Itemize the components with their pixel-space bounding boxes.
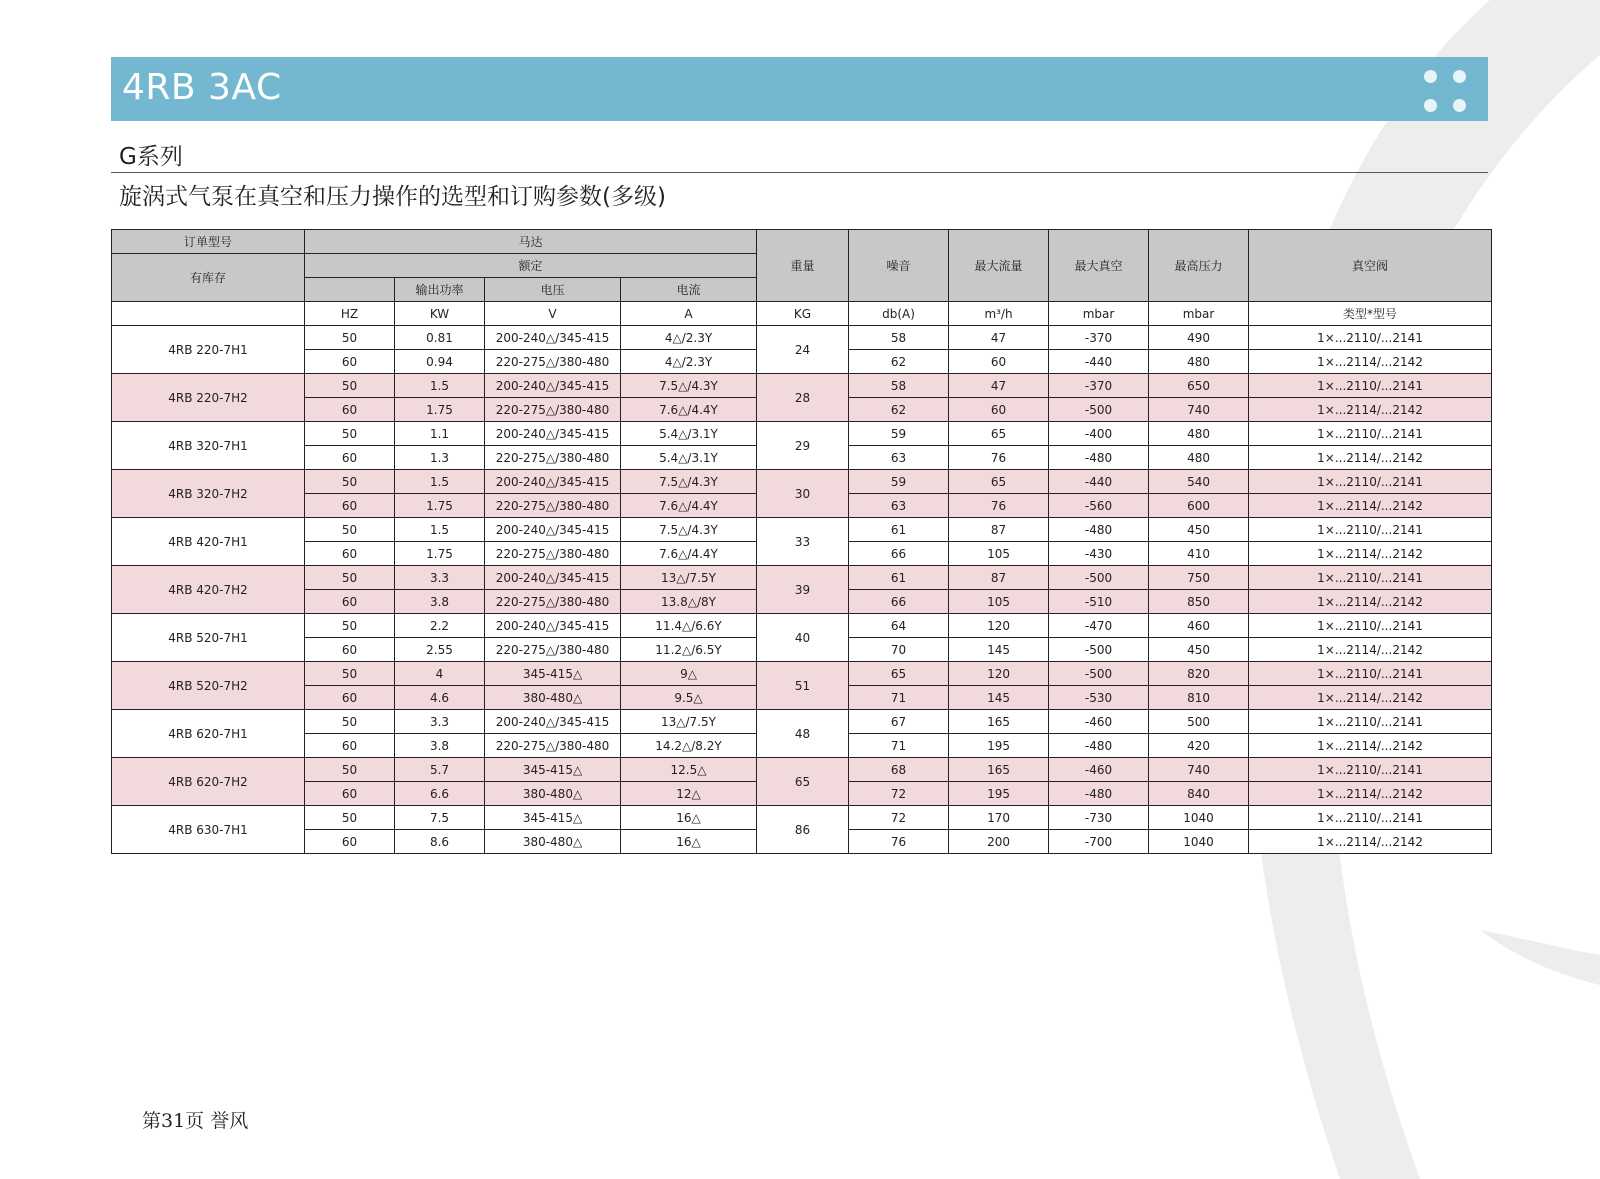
cell-a: 16△ (621, 806, 757, 830)
cell-db: 62 (849, 350, 949, 374)
series-heading: G系列 (119, 144, 183, 170)
cell-hz: 60 (305, 734, 395, 758)
page-title: 4RB 3AC (122, 67, 282, 108)
cell-db: 61 (849, 566, 949, 590)
header-valve: 真空阀 (1249, 230, 1492, 302)
cell-hz: 60 (305, 686, 395, 710)
cell-flow: 87 (949, 518, 1049, 542)
cell-v: 220-275△/380-480 (485, 542, 621, 566)
cell-pres: 850 (1149, 590, 1249, 614)
cell-v: 220-275△/380-480 (485, 350, 621, 374)
cell-vac: -440 (1049, 470, 1149, 494)
cell-valve: 1×...2114/...2142 (1249, 494, 1492, 518)
unit-cell: mbar (1149, 302, 1249, 326)
cell-vac: -500 (1049, 398, 1149, 422)
cell-vac: -730 (1049, 806, 1149, 830)
cell-pres: 840 (1149, 782, 1249, 806)
cell-vac: -460 (1049, 758, 1149, 782)
cell-vac: -700 (1049, 830, 1149, 854)
cell-valve: 1×...2114/...2142 (1249, 398, 1492, 422)
cell-db: 66 (849, 542, 949, 566)
header-order: 订单型号 (112, 230, 305, 254)
cell-hz: 50 (305, 806, 395, 830)
cell-flow: 145 (949, 638, 1049, 662)
unit-blank (112, 302, 305, 326)
cell-v: 345-415△ (485, 662, 621, 686)
cell-pres: 740 (1149, 398, 1249, 422)
cell-db: 61 (849, 518, 949, 542)
cell-a: 4△/2.3Y (621, 350, 757, 374)
cell-flow: 195 (949, 734, 1049, 758)
table-row (112, 470, 1492, 494)
cell-v: 220-275△/380-480 (485, 446, 621, 470)
cell-valve: 1×...2110/...2141 (1249, 806, 1492, 830)
cell-kw: 7.5 (395, 806, 485, 830)
model-name: 4RB 420-7H1 (112, 518, 305, 566)
cell-valve: 1×...2110/...2141 (1249, 422, 1492, 446)
model-name: 4RB 620-7H1 (112, 710, 305, 758)
cell-db: 58 (849, 326, 949, 350)
cell-valve: 1×...2114/...2142 (1249, 446, 1492, 470)
cell-pres: 500 (1149, 710, 1249, 734)
model-name: 4RB 520-7H2 (112, 662, 305, 710)
cell-kw: 1.5 (395, 374, 485, 398)
cell-kw: 1.3 (395, 446, 485, 470)
header-max-flow: 最大流量 (949, 230, 1049, 302)
cell-vac: -500 (1049, 662, 1149, 686)
table-row (112, 662, 1492, 686)
cell-a: 5.4△/3.1Y (621, 422, 757, 446)
cell-a: 5.4△/3.1Y (621, 446, 757, 470)
cell-flow: 170 (949, 806, 1049, 830)
cell-valve: 1×...2110/...2141 (1249, 566, 1492, 590)
cell-a: 4△/2.3Y (621, 326, 757, 350)
cell-kw: 2.55 (395, 638, 485, 662)
cell-pres: 480 (1149, 422, 1249, 446)
cell-vac: -480 (1049, 446, 1149, 470)
cell-kw: 1.5 (395, 518, 485, 542)
cell-hz: 50 (305, 710, 395, 734)
cell-v: 220-275△/380-480 (485, 590, 621, 614)
cell-v: 200-240△/345-415 (485, 422, 621, 446)
cell-weight: 40 (757, 614, 849, 662)
cell-flow: 47 (949, 374, 1049, 398)
cell-kw: 3.3 (395, 710, 485, 734)
cell-hz: 60 (305, 398, 395, 422)
header-stock: 有库存 (112, 254, 305, 302)
cell-valve: 1×...2110/...2141 (1249, 710, 1492, 734)
cell-hz: 50 (305, 614, 395, 638)
cell-hz: 60 (305, 350, 395, 374)
unit-cell: 类型*型号 (1249, 302, 1492, 326)
cell-db: 66 (849, 590, 949, 614)
cell-a: 9.5△ (621, 686, 757, 710)
cell-a: 13△/7.5Y (621, 566, 757, 590)
cell-v: 380-480△ (485, 782, 621, 806)
cell-vac: -480 (1049, 518, 1149, 542)
cell-vac: -500 (1049, 566, 1149, 590)
header-power: 输出功率 (395, 278, 485, 302)
model-name: 4RB 220-7H1 (112, 326, 305, 374)
cell-pres: 820 (1149, 662, 1249, 686)
model-name: 4RB 420-7H2 (112, 566, 305, 614)
cell-v: 200-240△/345-415 (485, 710, 621, 734)
title-banner (111, 57, 1488, 121)
cell-v: 200-240△/345-415 (485, 614, 621, 638)
cell-valve: 1×...2114/...2142 (1249, 590, 1492, 614)
header-motor: 马达 (305, 230, 757, 254)
cell-db: 72 (849, 806, 949, 830)
spec-table (111, 229, 1492, 854)
cell-weight: 86 (757, 806, 849, 854)
header-rated: 额定 (305, 254, 757, 278)
cell-flow: 47 (949, 326, 1049, 350)
cell-kw: 4 (395, 662, 485, 686)
unit-cell: A (621, 302, 757, 326)
cell-pres: 1040 (1149, 830, 1249, 854)
cell-hz: 50 (305, 422, 395, 446)
unit-cell: db(A) (849, 302, 949, 326)
table-row (112, 614, 1492, 638)
header-freq-blank (305, 278, 395, 302)
cell-db: 65 (849, 662, 949, 686)
unit-cell: KW (395, 302, 485, 326)
unit-cell: HZ (305, 302, 395, 326)
header-max-pressure: 最高压力 (1149, 230, 1249, 302)
cell-v: 200-240△/345-415 (485, 326, 621, 350)
cell-flow: 60 (949, 350, 1049, 374)
unit-cell: mbar (1049, 302, 1149, 326)
cell-valve: 1×...2110/...2141 (1249, 662, 1492, 686)
cell-pres: 420 (1149, 734, 1249, 758)
header-weight: 重量 (757, 230, 849, 302)
cell-a: 12.5△ (621, 758, 757, 782)
cell-valve: 1×...2110/...2141 (1249, 326, 1492, 350)
cell-pres: 460 (1149, 614, 1249, 638)
cell-vac: -370 (1049, 374, 1149, 398)
cell-hz: 50 (305, 374, 395, 398)
cell-hz: 60 (305, 590, 395, 614)
cell-vac: -480 (1049, 734, 1149, 758)
cell-flow: 120 (949, 614, 1049, 638)
cell-vac: -460 (1049, 710, 1149, 734)
cell-a: 13.8△/8Y (621, 590, 757, 614)
cell-valve: 1×...2110/...2141 (1249, 518, 1492, 542)
cell-weight: 28 (757, 374, 849, 422)
cell-v: 220-275△/380-480 (485, 638, 621, 662)
cell-db: 70 (849, 638, 949, 662)
model-name: 4RB 220-7H2 (112, 374, 305, 422)
cell-db: 72 (849, 782, 949, 806)
cell-pres: 650 (1149, 374, 1249, 398)
cell-pres: 740 (1149, 758, 1249, 782)
header-voltage: 电压 (485, 278, 621, 302)
cell-flow: 87 (949, 566, 1049, 590)
cell-hz: 50 (305, 566, 395, 590)
table-row (112, 758, 1492, 782)
cell-kw: 2.2 (395, 614, 485, 638)
cell-db: 63 (849, 494, 949, 518)
cell-vac: -470 (1049, 614, 1149, 638)
cell-valve: 1×...2114/...2142 (1249, 686, 1492, 710)
cell-kw: 6.6 (395, 782, 485, 806)
cell-kw: 5.7 (395, 758, 485, 782)
model-name: 4RB 520-7H1 (112, 614, 305, 662)
cell-hz: 50 (305, 518, 395, 542)
model-name: 4RB 320-7H1 (112, 422, 305, 470)
cell-v: 200-240△/345-415 (485, 518, 621, 542)
cell-a: 11.2△/6.5Y (621, 638, 757, 662)
cell-valve: 1×...2114/...2142 (1249, 638, 1492, 662)
cell-hz: 60 (305, 638, 395, 662)
table-row (112, 710, 1492, 734)
cell-vac: -400 (1049, 422, 1149, 446)
cell-db: 59 (849, 422, 949, 446)
table-row (112, 374, 1492, 398)
cell-db: 63 (849, 446, 949, 470)
cell-flow: 105 (949, 542, 1049, 566)
cell-flow: 120 (949, 662, 1049, 686)
cell-flow: 65 (949, 470, 1049, 494)
cell-a: 16△ (621, 830, 757, 854)
table-row (112, 518, 1492, 542)
cell-vac: -510 (1049, 590, 1149, 614)
cell-kw: 3.3 (395, 566, 485, 590)
cell-hz: 60 (305, 542, 395, 566)
cell-flow: 165 (949, 758, 1049, 782)
cell-pres: 450 (1149, 518, 1249, 542)
table-row (112, 422, 1492, 446)
cell-kw: 0.81 (395, 326, 485, 350)
cell-valve: 1×...2110/...2141 (1249, 470, 1492, 494)
cell-flow: 200 (949, 830, 1049, 854)
cell-flow: 76 (949, 494, 1049, 518)
dots-icon (1424, 70, 1468, 114)
header-current: 电流 (621, 278, 757, 302)
cell-valve: 1×...2110/...2141 (1249, 614, 1492, 638)
cell-valve: 1×...2114/...2142 (1249, 542, 1492, 566)
cell-pres: 750 (1149, 566, 1249, 590)
cell-flow: 60 (949, 398, 1049, 422)
cell-v: 380-480△ (485, 830, 621, 854)
cell-weight: 33 (757, 518, 849, 566)
cell-kw: 8.6 (395, 830, 485, 854)
cell-flow: 76 (949, 446, 1049, 470)
cell-v: 345-415△ (485, 806, 621, 830)
cell-pres: 480 (1149, 350, 1249, 374)
cell-db: 64 (849, 614, 949, 638)
cell-pres: 1040 (1149, 806, 1249, 830)
cell-flow: 145 (949, 686, 1049, 710)
table-row (112, 806, 1492, 830)
cell-hz: 60 (305, 446, 395, 470)
cell-hz: 60 (305, 830, 395, 854)
cell-v: 345-415△ (485, 758, 621, 782)
cell-flow: 65 (949, 422, 1049, 446)
cell-db: 71 (849, 734, 949, 758)
cell-db: 58 (849, 374, 949, 398)
cell-flow: 195 (949, 782, 1049, 806)
cell-kw: 1.75 (395, 398, 485, 422)
model-name: 4RB 320-7H2 (112, 470, 305, 518)
cell-hz: 60 (305, 494, 395, 518)
spec-table-body (112, 326, 1492, 854)
cell-weight: 39 (757, 566, 849, 614)
cell-pres: 810 (1149, 686, 1249, 710)
cell-weight: 30 (757, 470, 849, 518)
table-row (112, 326, 1492, 350)
cell-flow: 105 (949, 590, 1049, 614)
cell-kw: 1.1 (395, 422, 485, 446)
cell-kw: 1.5 (395, 470, 485, 494)
divider (111, 172, 1488, 173)
cell-weight: 48 (757, 710, 849, 758)
section-subtitle: 旋涡式气泵在真空和压力操作的选型和订购参数(多级) (119, 184, 666, 210)
cell-valve: 1×...2110/...2141 (1249, 758, 1492, 782)
cell-vac: -560 (1049, 494, 1149, 518)
cell-v: 220-275△/380-480 (485, 494, 621, 518)
cell-db: 71 (849, 686, 949, 710)
cell-kw: 3.8 (395, 590, 485, 614)
cell-kw: 1.75 (395, 542, 485, 566)
cell-valve: 1×...2114/...2142 (1249, 734, 1492, 758)
cell-v: 200-240△/345-415 (485, 566, 621, 590)
cell-hz: 50 (305, 758, 395, 782)
cell-a: 7.6△/4.4Y (621, 398, 757, 422)
cell-a: 9△ (621, 662, 757, 686)
model-name: 4RB 630-7H1 (112, 806, 305, 854)
cell-weight: 29 (757, 422, 849, 470)
cell-vac: -500 (1049, 638, 1149, 662)
cell-hz: 50 (305, 326, 395, 350)
cell-pres: 450 (1149, 638, 1249, 662)
cell-pres: 540 (1149, 470, 1249, 494)
cell-a: 7.5△/4.3Y (621, 374, 757, 398)
cell-pres: 410 (1149, 542, 1249, 566)
cell-hz: 50 (305, 470, 395, 494)
cell-kw: 3.8 (395, 734, 485, 758)
cell-a: 11.4△/6.6Y (621, 614, 757, 638)
cell-db: 59 (849, 470, 949, 494)
cell-a: 7.5△/4.3Y (621, 470, 757, 494)
cell-valve: 1×...2114/...2142 (1249, 830, 1492, 854)
page-footer: 第31页 誉风 (142, 1110, 249, 1132)
cell-a: 14.2△/8.2Y (621, 734, 757, 758)
cell-pres: 490 (1149, 326, 1249, 350)
cell-kw: 0.94 (395, 350, 485, 374)
cell-v: 220-275△/380-480 (485, 734, 621, 758)
cell-db: 68 (849, 758, 949, 782)
cell-pres: 480 (1149, 446, 1249, 470)
cell-pres: 600 (1149, 494, 1249, 518)
header-max-vacuum: 最大真空 (1049, 230, 1149, 302)
cell-valve: 1×...2114/...2142 (1249, 782, 1492, 806)
cell-a: 7.5△/4.3Y (621, 518, 757, 542)
header-noise: 噪音 (849, 230, 949, 302)
unit-cell: KG (757, 302, 849, 326)
cell-db: 67 (849, 710, 949, 734)
table-row (112, 566, 1492, 590)
cell-a: 7.6△/4.4Y (621, 494, 757, 518)
cell-weight: 24 (757, 326, 849, 374)
cell-hz: 60 (305, 782, 395, 806)
cell-weight: 65 (757, 758, 849, 806)
cell-valve: 1×...2110/...2141 (1249, 374, 1492, 398)
cell-vac: -430 (1049, 542, 1149, 566)
cell-vac: -370 (1049, 326, 1149, 350)
cell-valve: 1×...2114/...2142 (1249, 350, 1492, 374)
unit-cell: V (485, 302, 621, 326)
cell-v: 380-480△ (485, 686, 621, 710)
cell-vac: -440 (1049, 350, 1149, 374)
cell-db: 62 (849, 398, 949, 422)
cell-a: 13△/7.5Y (621, 710, 757, 734)
cell-weight: 51 (757, 662, 849, 710)
cell-hz: 50 (305, 662, 395, 686)
cell-v: 200-240△/345-415 (485, 374, 621, 398)
cell-a: 7.6△/4.4Y (621, 542, 757, 566)
unit-cell: m³/h (949, 302, 1049, 326)
cell-vac: -530 (1049, 686, 1149, 710)
cell-a: 12△ (621, 782, 757, 806)
cell-kw: 1.75 (395, 494, 485, 518)
model-name: 4RB 620-7H2 (112, 758, 305, 806)
cell-db: 76 (849, 830, 949, 854)
cell-vac: -480 (1049, 782, 1149, 806)
cell-kw: 4.6 (395, 686, 485, 710)
cell-flow: 165 (949, 710, 1049, 734)
cell-v: 200-240△/345-415 (485, 470, 621, 494)
cell-v: 220-275△/380-480 (485, 398, 621, 422)
